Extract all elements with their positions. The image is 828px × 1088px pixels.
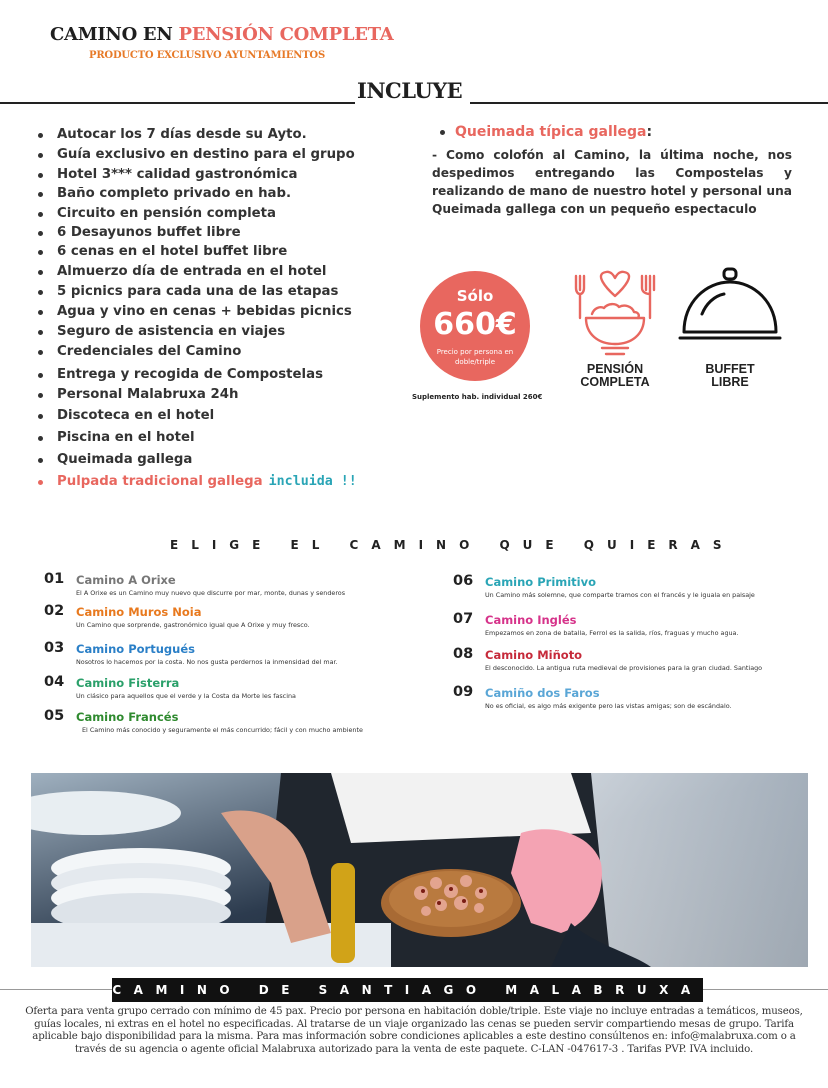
include-text: Agua y vino en cenas + bebidas picnics (57, 304, 352, 319)
route-description: El A Orixe es un Camino muy nuevo que discurre por mar, monte, dunas y senderos (76, 589, 346, 597)
bullet-icon (38, 192, 43, 197)
bullet-icon (38, 480, 43, 485)
route-name: Camino A Orixe (76, 573, 176, 587)
bullet-icon (38, 212, 43, 217)
cloche-icon (678, 266, 782, 348)
include-item (36, 205, 416, 223)
buffet-label (690, 363, 770, 389)
price-label: Sólo (456, 287, 494, 305)
footer-terms: Oferta para venta grupo cerrado con mínimo de 45 pax. Precio por persona en habitación doble/triple. Este viaje no incluye entradas a temáticos, museos, guías locales, ni extras en el hotel no especificadas. Al tratarse de un viaje organizado las cenas se pueden servir compartiendo mesas de grupo. Tarifa aplicable bajo disponibilidad para la misma. Para mas información sobre condiciones aplicables a este destino consúltenos en: info@malabruxa.com o a través de su agencia o agente oficial Malabruxa autorizado para la venta de este paquete. C-LAN -047617-3 . Tarifas PVP. IVA incluido. (25, 1006, 803, 1055)
route-number: 06 (453, 573, 474, 589)
route-name: Camino Inglés (485, 613, 577, 627)
route-number: 09 (453, 684, 474, 700)
include-item (36, 263, 416, 281)
bullet-icon (38, 270, 43, 275)
include-item (36, 451, 416, 469)
include-item-special (36, 473, 416, 491)
route-description: Un Camino más solemne, que comparte tramos con el francés y le iguala en paisaje (485, 591, 755, 599)
include-item (36, 407, 416, 425)
title-part-1: CAMINO EN (50, 24, 179, 45)
include-item (36, 343, 416, 361)
route-name: Camino Primitivo (485, 575, 597, 589)
bullet-icon (38, 373, 43, 378)
bullet-icon (38, 250, 43, 255)
include-text: 5 picnics para cada una de las etapas (57, 284, 339, 299)
include-text: Piscina en el hotel (57, 430, 195, 445)
include-text: Almuerzo día de entrada en el hotel (57, 264, 327, 279)
supplement-note: Suplemento hab. individual 260€ (412, 393, 543, 401)
route-number: 01 (44, 571, 65, 587)
octopus-serving-illustration (31, 773, 808, 967)
pension-label-line2: COMPLETA (580, 375, 650, 389)
route-description: Empezamos en zona de batalla, Ferrol es la salida, ríos, fraguas y mucho agua. (485, 629, 739, 637)
buffet-label-line1: BUFFET (705, 362, 755, 376)
include-text: Autocar los 7 días desde su Ayto. (57, 127, 307, 142)
food-photo (31, 773, 808, 967)
route-name: Camino Muros Noia (76, 605, 202, 619)
queimada-heading-text: Queimada típica gallega (455, 124, 647, 140)
bullet-icon (440, 130, 445, 135)
include-item (36, 366, 416, 384)
route-description: Un clásico para aquellos que el verde y la Costa da Morte les fascina (76, 692, 296, 700)
pension-label (568, 363, 662, 389)
bullet-icon (38, 330, 43, 335)
divider-left (0, 102, 355, 104)
route-description: Nosotros lo hacemos por la costa. No nos gusta perdernos la inmensidad del mar. (76, 658, 338, 666)
bullet-icon (38, 133, 43, 138)
bullet-icon (38, 290, 43, 295)
buffet-label-line2: LIBRE (711, 375, 749, 389)
bullet-icon (38, 310, 43, 315)
route-name: Camino Portugués (76, 642, 195, 656)
route-number: 08 (453, 646, 474, 662)
include-text: Credenciales del Camino (57, 344, 242, 359)
page-subtitle: PRODUCTO EXCLUSIVO AYUNTAMIENTOS (89, 50, 325, 61)
route-number: 04 (44, 674, 65, 690)
queimada-colon: : (646, 124, 653, 140)
bullet-icon (38, 393, 43, 398)
route-description: El desconocido. La antigua ruta medieval de provisiones para la gran ciudad. Santiago (485, 664, 763, 672)
include-text: Guía exclusivo en destino para el grupo (57, 147, 355, 162)
include-text: 6 cenas en el hotel buffet libre (57, 244, 288, 259)
route-name: Camino Fisterra (76, 676, 180, 690)
include-text: Baño completo privado en hab. (57, 186, 292, 201)
include-item (36, 185, 416, 203)
include-item (36, 323, 416, 341)
include-text: 6 Desayunos buffet libre (57, 225, 241, 240)
include-item (36, 303, 416, 321)
bullet-icon (38, 153, 43, 158)
include-text: Discoteca en el hotel (57, 408, 215, 423)
include-item (36, 224, 416, 242)
plate-heart-cutlery-icon (572, 270, 658, 358)
divider-right (470, 102, 828, 104)
title-part-2: PENSIÓN COMPLETA (178, 24, 394, 45)
pension-label-line1: PENSIÓN (586, 362, 644, 376)
include-item (36, 166, 416, 184)
price-note: Precio por persona en doble/triple (436, 348, 514, 366)
route-number: 02 (44, 603, 65, 619)
route-description: No es oficial, es algo más exigente pero las vistas amigas; son de escándalo. (485, 702, 732, 710)
include-text: Personal Malabruxa 24h (57, 387, 239, 402)
price-amount: 660€ (433, 307, 517, 342)
include-item (36, 429, 416, 447)
include-item (36, 146, 416, 164)
include-item (36, 386, 416, 404)
includes-list (36, 126, 416, 491)
route-number: 07 (453, 611, 474, 627)
route-description: Un Camino que sorprende, gastronómico igual que A Orixe y muy fresco. (76, 621, 310, 629)
include-item (36, 283, 416, 301)
route-description: El Camino más conocido y seguramente el más concurrido; fácil y con mucho ambiente (82, 726, 363, 734)
bullet-icon (38, 414, 43, 419)
route-name: Camino Francés (76, 710, 179, 724)
price-badge (420, 271, 530, 381)
include-item (36, 126, 416, 144)
queimada-text: - Como colofón al Camino, la última noche, nos despedimos entregando las Compostelas y realizando de mano de nuestro hotel y personal una Queimada gallega con un pequeño espectaculo (432, 148, 792, 216)
bullet-icon (38, 458, 43, 463)
include-text: Entrega y recogida de Compostelas (57, 367, 323, 382)
route-number: 03 (44, 640, 65, 656)
include-text: Circuito en pensión completa (57, 206, 277, 221)
include-special-text: Pulpada tradicional gallega (57, 474, 263, 489)
bullet-icon (38, 173, 43, 178)
brand-banner: CAMINO DE SANTIAGO MALABRUXA (112, 978, 703, 1002)
bullet-icon (38, 231, 43, 236)
bullet-icon (38, 350, 43, 355)
route-name: Camiño dos Faros (485, 686, 600, 700)
queimada-heading (440, 124, 652, 140)
route-name: Camino Miñoto (485, 648, 583, 662)
bullet-icon (38, 436, 43, 441)
include-text: Queimada gallega (57, 452, 193, 467)
include-text: Seguro de asistencia en viajes (57, 324, 286, 339)
includes-title: INCLUYE (357, 78, 463, 103)
include-item (36, 243, 416, 261)
page-title (50, 24, 393, 45)
included-badge: incluida !! (268, 474, 357, 489)
include-text: Hotel 3*** calidad gastronómica (57, 167, 298, 182)
routes-title: ELIGE EL CAMINO QUE QUIERAS (170, 538, 735, 552)
route-number: 05 (44, 708, 65, 724)
